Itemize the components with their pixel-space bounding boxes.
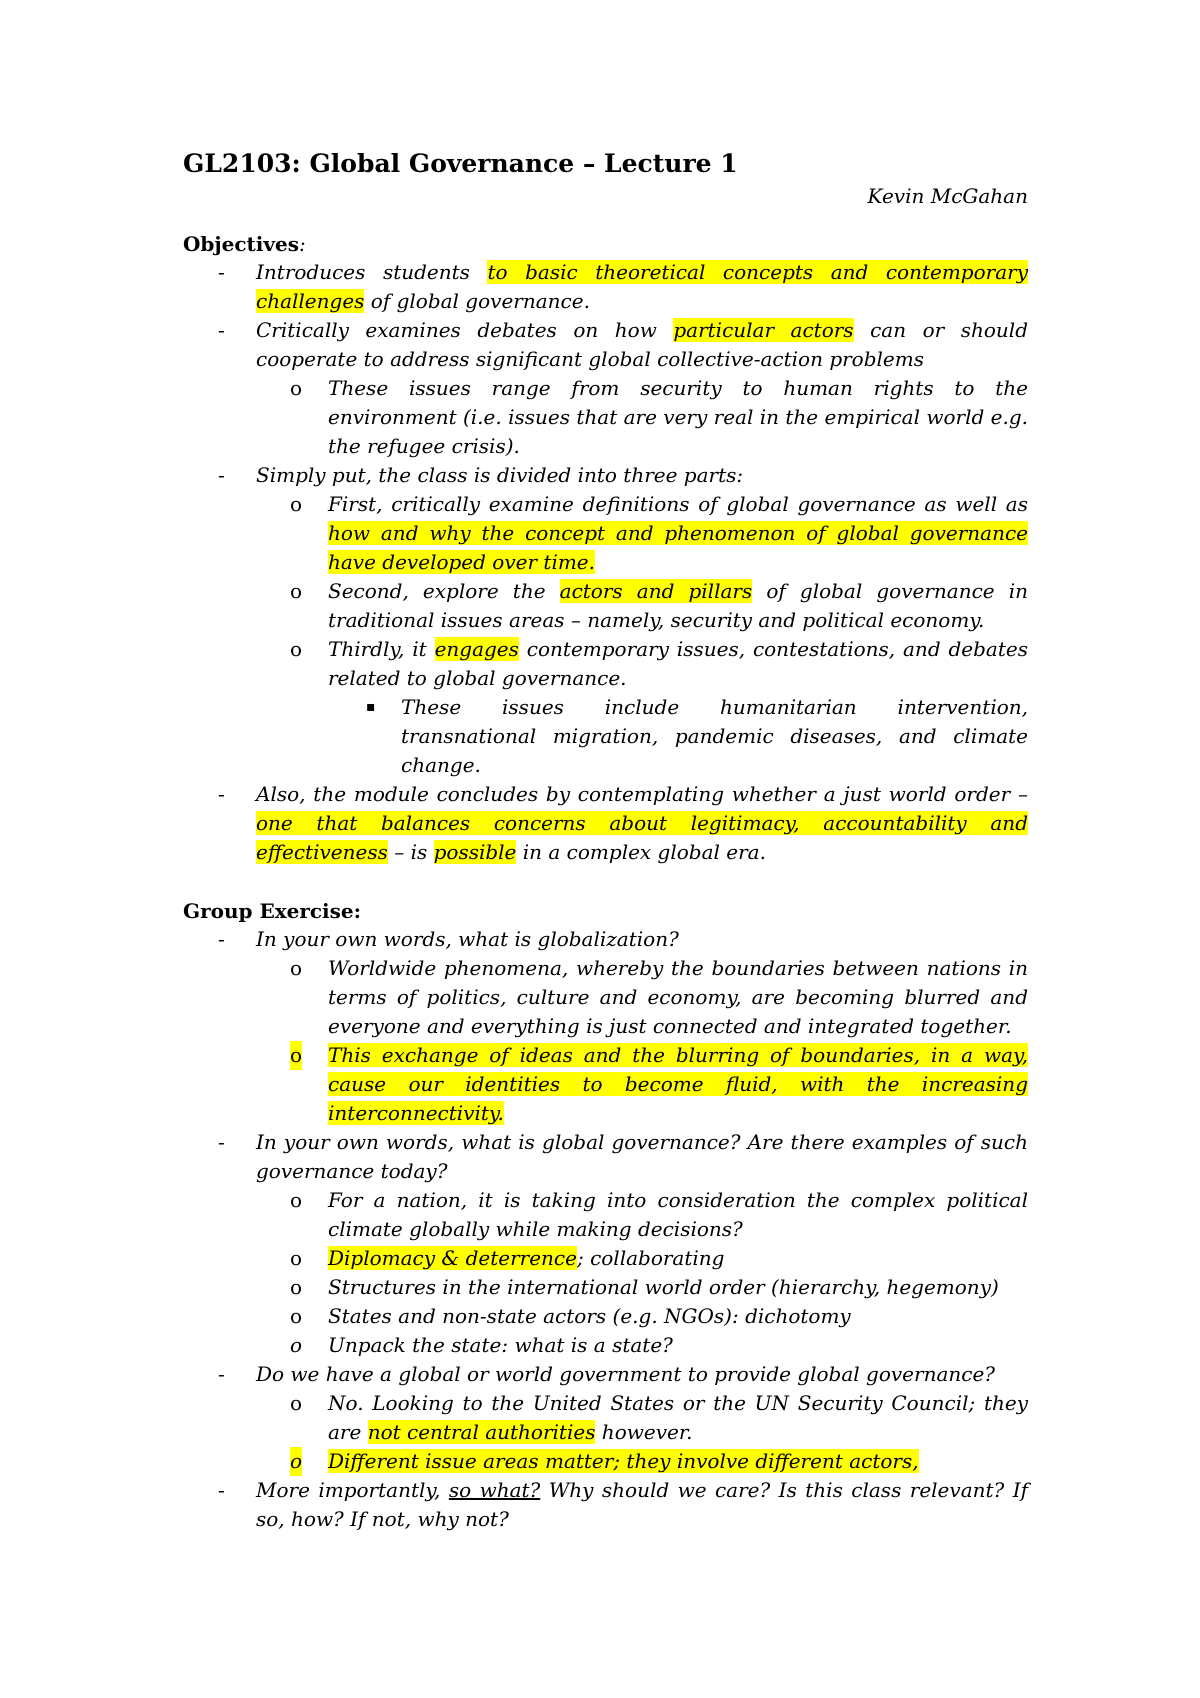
circle-bullet: o [290,579,303,603]
circle-bullet: o [290,492,303,516]
list-item: o First, critically examine definitions of global governance as well as how and why the concept and phenomenon of global governance have developed over time. [290,492,1028,574]
circle-bullet: o [290,1188,303,1212]
highlight: Different issue areas matter; they involve different actors, [328,1449,919,1473]
list-item: ▪ These issues include humanitarian intervention, transnational migration, pandemic diseases, and climate change. [366,695,1028,777]
objectives-list [183,258,1028,867]
list-item: - Critically examines debates on how particular actors can or should cooperate to address significant global collective-action problems o These issues range from security to human rights to the environment (i.e. issues that are very real in the empirical world e.g. the refugee crisis). [183,316,1028,461]
dash-bullet: - [218,1362,225,1386]
circle-bullet: o [290,1275,303,1299]
list-item: o Diplomacy & deterrence; collaborating [328,1244,1028,1273]
highlight: This exchange of ideas and the blurring of boundaries, in a way, cause our identities to become fluid, with the increasing interconnectivity. [328,1043,1028,1125]
dash-bullet: - [218,463,225,487]
list-item: o No. Looking to the United States or the UN Security Council; they are not central authorities however. [290,1391,1028,1444]
square-bullet: ▪ [366,699,376,715]
underlined-text: so what? [448,1478,541,1502]
document-page [183,148,1028,1534]
dash-bullet: - [218,318,225,342]
objectives-heading: Objectives: [183,232,306,256]
sub-list [256,1186,1028,1360]
list-item: - More importantly, so what? Why should we care? Is this class relevant? If so, how? If not, why not? [218,1478,1028,1531]
list-item: - In your own words, what is global governance? Are there examples of such governance today? o For a nation, it is taking into consideration the complex political climate globally while making decisions? o Diplomacy & deterrence; collaborating o Structures in the international world order (hierarchy, hegemony) o States and non-state actors (e.g. NGOs): dichotomy o Unpack the state: what is a state? [183,1128,1028,1360]
list-item [290,1041,1028,1128]
highlight: engages [434,637,519,661]
circle-bullet: o [290,1447,302,1476]
list-item: - Also, the module concludes by contemplating whether a just world order – one that balances concerns about legitimacy, accountability and effectiveness – is possible in a complex global era. [218,782,1028,864]
dash-bullet: - [218,927,225,951]
dash-bullet: - [218,782,225,806]
list-item: o Structures in the international world order (hierarchy, hegemony) [328,1273,1028,1302]
highlight: one that balances concerns about legitimacy, accountability and effectiveness [256,811,1028,864]
dash-bullet: - [218,260,225,284]
circle-bullet: o [290,1391,303,1415]
list-item: o States and non-state actors (e.g. NGOs): dichotomy [328,1302,1028,1331]
document-title: GL2103: Global Governance – Lecture 1 [183,149,738,178]
list-item: o These issues range from security to human rights to the environment (i.e. issues that are very real in the empirical world e.g. the refugee crisis). [290,376,1028,458]
circle-bullet: o [290,1041,302,1070]
sub-list [256,954,1028,1128]
list-item: - In your own words, what is globalization? o Worldwide phenomena, whereby the boundaries between nations in terms of politics, culture and economy, are becoming blurred and everyone and everything is just connected and integrated together. o This exchange of ideas and the blurring of boundaries, in a way, cause our identities to become fluid, with the increasing interconnectivity. [183,925,1028,1128]
list-item: o For a nation, it is taking into consideration the complex political climate globally while making decisions? [290,1188,1028,1241]
circle-bullet: o [290,1304,303,1328]
sub-list [256,490,1028,780]
highlight: particular actors [673,318,854,342]
highlight: how and why the concept and phenomenon of global governance have developed over time. [328,521,1028,574]
highlight: to basic theoretical concepts and contemporary challenges [256,260,1028,313]
sub-list [256,1389,1028,1476]
highlight: Diplomacy & deterrence [328,1246,577,1270]
author-name: Kevin McGahan [867,184,1028,208]
dash-bullet: - [218,1478,225,1502]
circle-bullet: o [290,1333,303,1357]
highlight: actors and pillars [559,579,753,603]
dash-bullet: - [218,1130,225,1154]
list-item: o Unpack the state: what is a state? [328,1331,1028,1360]
group-exercise-list [183,925,1028,1534]
circle-bullet: o [290,1246,303,1270]
list-item: - Do we have a global or world government to provide global governance? o No. Looking to the United States or the UN Security Council; they are not central authorities however. o Different issue areas matter; they involve different actors, [183,1360,1028,1476]
sub-sub-list [328,693,1028,780]
highlight: possible [433,840,517,864]
highlight: not central authorities [367,1420,596,1444]
sub-list [256,374,1028,461]
circle-bullet: o [290,376,303,400]
list-item: - Introduces students to basic theoretical concepts and contemporary challenges of global governance. [218,260,1028,313]
list-item: - Simply put, the class is divided into three parts: o First, critically examine definitions of global governance as well as how and why the concept and phenomenon of global governance have developed over time. o Second, explore the actors and pillars of global governance in traditional issues areas – namely, security and political economy. o Thirdly, it engages contemporary issues, contestations, and debates related to global governance. ▪ These issues include humanitarian intervention, transnational migration, pandemic diseases, and climate change. [183,461,1028,780]
list-item [290,1447,1028,1476]
circle-bullet: o [290,956,303,980]
list-item: o Worldwide phenomena, whereby the boundaries between nations in terms of politics, culture and economy, are becoming blurred and everyone and everything is just connected and integrated together. [290,956,1028,1038]
circle-bullet: o [290,637,303,661]
list-item: o Second, explore the actors and pillars of global governance in traditional issues areas – namely, security and political economy. [290,579,1028,632]
list-item: o Thirdly, it engages contemporary issues, contestations, and debates related to global governance. ▪ These issues include humanitarian intervention, transnational migration, pandemic diseases, and climate change. [328,635,1028,780]
group-exercise-heading: Group Exercise: [183,899,362,923]
